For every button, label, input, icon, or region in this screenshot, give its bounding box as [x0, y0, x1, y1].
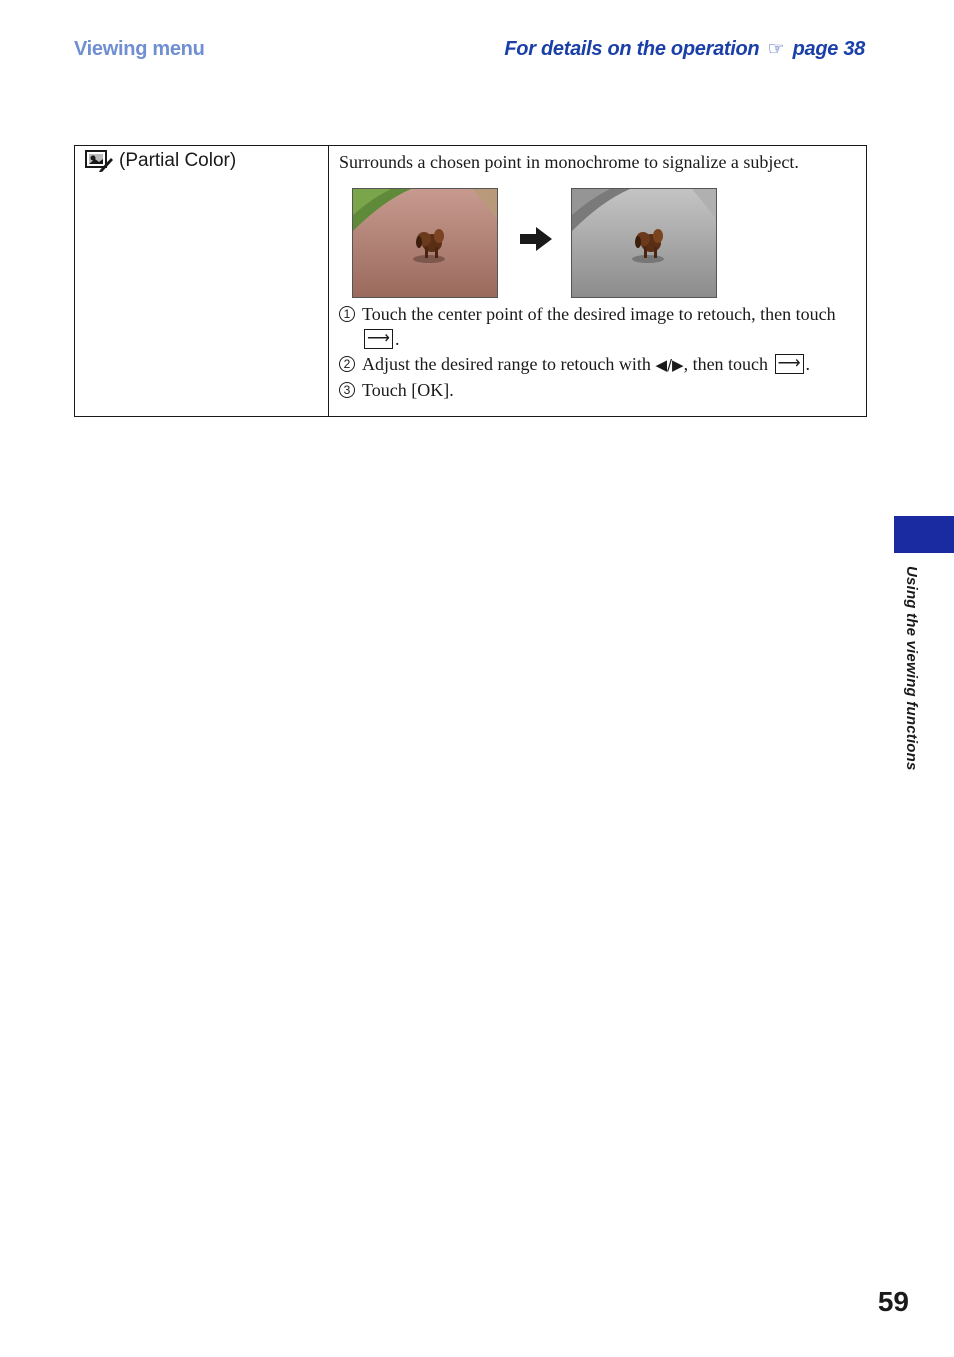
partial-color-icon	[85, 150, 113, 172]
menu-item-table	[74, 145, 867, 417]
step-text: Touch the center point of the desired image to retouch, then touch	[362, 304, 836, 324]
details-page-link[interactable]: page 38	[792, 38, 865, 60]
section-title: Viewing menu	[74, 38, 205, 60]
arrow-long-right-icon: ⟶	[777, 355, 801, 372]
item-name-label: (Partial Color)	[119, 150, 237, 171]
item-description: Surrounds a chosen point in monochrome to signalize a subject.	[339, 152, 799, 172]
step-text-end: .	[395, 329, 400, 349]
before-image	[352, 188, 498, 298]
step-text: Adjust the desired range to retouch with	[362, 354, 651, 374]
step-text-mid: , then touch	[683, 354, 769, 374]
example-images	[329, 174, 866, 300]
step-item	[339, 302, 866, 352]
page-number: 59	[877, 1286, 909, 1317]
item-name-cell	[75, 146, 329, 417]
item-description-cell	[329, 146, 867, 417]
after-image	[571, 188, 717, 298]
step-item	[339, 378, 866, 403]
arrow-long-right-icon: ⟶	[367, 330, 390, 347]
next-button[interactable]	[775, 354, 804, 374]
pointing-hand-icon: ☞	[767, 39, 785, 60]
details-reference	[504, 38, 865, 61]
next-button[interactable]	[364, 329, 393, 349]
details-prefix: For details on the operation	[504, 38, 760, 60]
steps-list	[329, 300, 866, 403]
step-number: 2	[339, 356, 355, 372]
left-right-arrows-icon[interactable]: ◀/▶	[655, 356, 684, 374]
step-number: 1	[339, 306, 355, 322]
step-item	[339, 352, 866, 378]
item-name	[75, 146, 328, 172]
section-tab-marker	[894, 516, 954, 553]
step-text: Touch [OK].	[362, 380, 454, 400]
step-text-end: .	[805, 354, 811, 374]
step-number: 3	[339, 382, 355, 398]
side-section-label: Using the viewing functions	[903, 566, 920, 771]
arrow-right-icon	[520, 227, 552, 251]
